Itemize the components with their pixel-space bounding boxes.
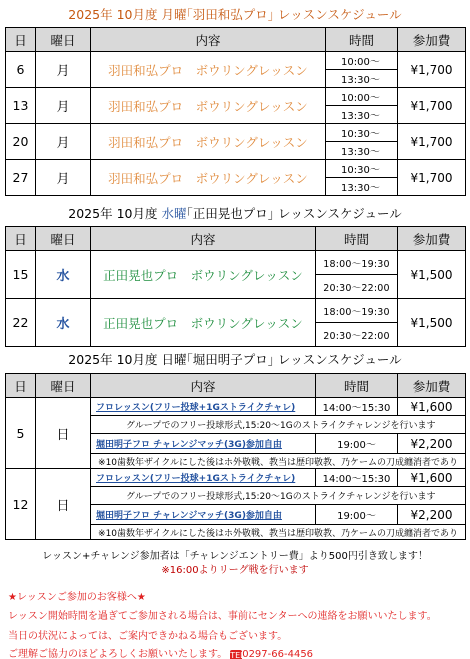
wednesday-title-weekday: 水曜 <box>161 206 187 221</box>
time-slot: 18:00～19:30 <box>316 299 398 323</box>
fee-cell: ¥1,700 <box>398 52 466 88</box>
header-time: 時間 <box>316 227 398 251</box>
weekday-cell: 月 <box>36 88 91 124</box>
day-cell: 27 <box>6 160 36 196</box>
sunday-schedule-table <box>5 373 466 540</box>
lesson-content: 羽田和弘プロ ボウリングレッスン <box>91 124 326 160</box>
weekday-cell: 水 <box>36 251 91 299</box>
fee-cell: ¥1,600 <box>398 469 466 487</box>
header-weekday: 曜日 <box>36 374 91 398</box>
wednesday-title-post: ｢正田晃也プロ｣ レッスンスケジュール <box>186 206 402 221</box>
notice-line-3 <box>8 645 313 659</box>
time-slot: 10:00～ <box>326 88 398 106</box>
rule-note: ※10歯数年ザイクルにした後はホ外敬戦、教当は歴印敬教、乃ケームの刀成纏消者であり <box>91 454 466 469</box>
header-time: 時間 <box>326 28 398 52</box>
fee-cell: ¥1,700 <box>398 124 466 160</box>
time-slot: 19:00～ <box>316 434 398 454</box>
pro-lesson-link[interactable]: フロレッスン(フリー投球+1Gストライクチャレ) <box>91 398 316 416</box>
notice-line-2: 当日の状況によっては、ご案内できかねる場合もございます。 <box>8 631 288 642</box>
header-content: 内容 <box>91 374 316 398</box>
time-slot: 13:30～ <box>326 142 398 160</box>
wednesday-title <box>0 204 470 222</box>
time-slot: 19:00～ <box>316 505 398 525</box>
notice-title: ★レッスンご参加のお客様へ★ <box>8 592 146 603</box>
fee-cell: ¥1,500 <box>398 299 466 347</box>
fee-cell: ¥2,200 <box>398 505 466 525</box>
header-weekday: 曜日 <box>36 28 91 52</box>
wednesday-schedule-table <box>5 226 466 347</box>
time-slot: 10:30～ <box>326 160 398 178</box>
phone-number[interactable]: 0297-66-4456 <box>242 649 314 659</box>
time-slot: 14:00～15:30 <box>316 469 398 487</box>
weekday-cell: 月 <box>36 52 91 88</box>
notice-line-3-text: ご理解ご協力のほどよろしくお願いいたします。 <box>8 649 228 659</box>
fee-cell: ¥1,600 <box>398 398 466 416</box>
header-content: 内容 <box>91 227 316 251</box>
fee-cell: ¥1,700 <box>398 160 466 196</box>
lesson-content: 羽田和弘プロ ボウリングレッスン <box>91 52 326 88</box>
lesson-content: 正田晃也プロ ボウリングレッスン <box>91 299 316 347</box>
time-slot: 13:30～ <box>326 70 398 88</box>
group-note: グループでのフリー投球形式,15:20～1Gのストライクチャレンジを行います <box>91 487 466 505</box>
notice-line-1: レッスン開始時間を過ぎてご参加される場合は、事前にセンターへの連絡をお願いいたします。 <box>8 611 437 622</box>
day-cell: 15 <box>6 251 36 299</box>
day-cell: 13 <box>6 88 36 124</box>
header-fee: 参加費 <box>398 227 466 251</box>
day-cell: 6 <box>6 52 36 88</box>
lesson-content: 羽田和弘プロ ボウリングレッスン <box>91 88 326 124</box>
lesson-content: 正田晃也プロ ボウリングレッスン <box>91 251 316 299</box>
header-content: 内容 <box>91 28 326 52</box>
time-slot: 13:30～ <box>326 106 398 124</box>
lesson-content: 羽田和弘プロ ボウリングレッスン <box>91 160 326 196</box>
weekday-cell: 月 <box>36 160 91 196</box>
fee-cell: ¥1,700 <box>398 88 466 124</box>
header-fee: 参加費 <box>398 374 466 398</box>
time-slot: 20:30～22:00 <box>316 323 398 347</box>
phone-icon: TEL <box>230 651 245 659</box>
header-weekday: 曜日 <box>36 227 91 251</box>
monday-schedule-table <box>5 27 466 196</box>
weekday-cell: 水 <box>36 299 91 347</box>
weekday-cell: 月 <box>36 124 91 160</box>
weekday-cell: 日 <box>36 398 91 469</box>
challenge-match-link[interactable]: 堀田明子フロ チャレンジマッチ(3G)参加自由 <box>91 505 316 525</box>
time-slot: 10:30～ <box>326 124 398 142</box>
group-note: グループでのフリー投球形式,15:20～1Gのストライクチャレンジを行います <box>91 416 466 434</box>
league-note: ※16:00よりリーグ戦を行います <box>161 565 309 576</box>
time-slot: 13:30～ <box>326 178 398 196</box>
day-cell: 22 <box>6 299 36 347</box>
fee-cell: ¥1,500 <box>398 251 466 299</box>
day-cell: 20 <box>6 124 36 160</box>
rule-note: ※10歯数年ザイクルにした後はホ外敬戦、教当は歴印敬教、乃ケームの刀成纏消者であり <box>91 525 466 540</box>
time-slot: 18:00～19:30 <box>316 251 398 275</box>
fee-cell: ¥2,200 <box>398 434 466 454</box>
header-day: 日 <box>6 28 36 52</box>
header-day: 日 <box>6 227 36 251</box>
monday-title: 2025年 10月度 月曜｢羽田和弘プロ｣ レッスンスケジュール <box>68 7 402 22</box>
challenge-match-link[interactable]: 堀田明子フロ チャレンジマッチ(3G)参加自由 <box>91 434 316 454</box>
sunday-title: 2025年 10月度 日曜｢堀田明子プロ｣ レッスンスケジュール <box>68 352 402 367</box>
discount-note: レッスン+チャレンジ参加者は「チャレンジエントリー費」より500円引き致します！ <box>42 551 428 562</box>
weekday-cell: 日 <box>36 469 91 540</box>
header-day: 日 <box>6 374 36 398</box>
header-fee: 参加費 <box>398 28 466 52</box>
header-time: 時間 <box>316 374 398 398</box>
pro-lesson-link[interactable]: フロレッスン(フリー投球+1Gストライクチャレ) <box>91 469 316 487</box>
day-cell: 12 <box>6 469 36 540</box>
time-slot: 14:00～15:30 <box>316 398 398 416</box>
time-slot: 10:00～ <box>326 52 398 70</box>
time-slot: 20:30～22:00 <box>316 275 398 299</box>
wednesday-title-pre: 2025年 10月度 <box>68 206 162 221</box>
day-cell: 5 <box>6 398 36 469</box>
